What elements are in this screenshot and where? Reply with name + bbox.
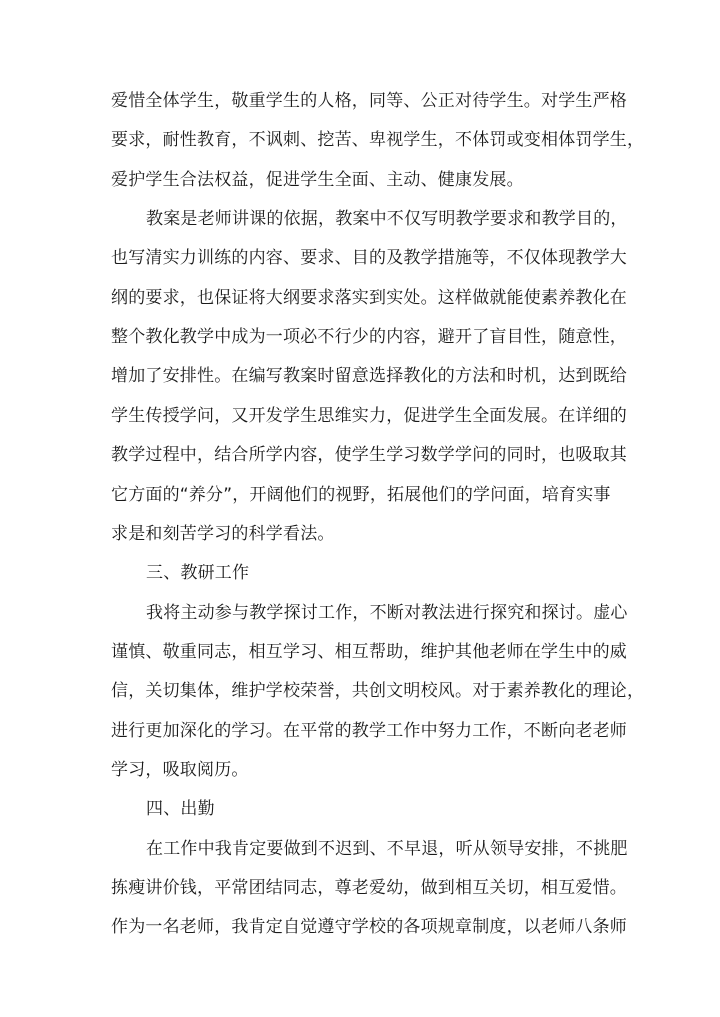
paragraph-line: 拣瘦讲价钱，平常团结同志，尊老爱幼，做到相互关切，相互爱惜。 xyxy=(111,878,627,898)
paragraph-line: 作为一名老师，我肯定自觉遵守学校的各项规章制度，以老师八条师 xyxy=(111,917,627,937)
paragraph-line: 教学过程中，结合所学内容，使学生学习数学学问的同时，也吸取其 xyxy=(111,445,627,465)
paragraph-line: 教案是老师讲课的依据，教案中不仅写明教学要求和教学目的， xyxy=(146,209,628,229)
paragraph-line: 也写清实力训练的内容、要求、目的及教学措施等，不仅体现教学大 xyxy=(111,248,627,268)
paragraph-line: 纲的要求，也保证将大纲要求落实到实处。这样做就能使素养教化在 xyxy=(111,288,627,308)
paragraph-line: 信，关切集体，维护学校荣誉，共创文明校风。对于素养教化的理论， xyxy=(111,681,645,701)
paragraph-line: 进行更加深化的学习。在平常的教学工作中努力工作，不断向老老师 xyxy=(111,721,627,741)
paragraph-line: 增加了安排性。在编写教案时留意选择教化的方法和时机，达到既给 xyxy=(111,366,627,386)
paragraph-line: 我将主动参与教学探讨工作，不断对教法进行探究和探讨。虚心 xyxy=(146,603,628,623)
paragraph-line: 学生传授学问，又开发学生思维实力，促进学生全面发展。在详细的 xyxy=(111,406,627,426)
paragraph-line: 在工作中我肯定要做到不迟到、不早退，听从领导安排，不挑肥 xyxy=(146,839,628,859)
paragraph-line: 爱惜全体学生，敬重学生的人格，同等、公正对待学生。对学生严格 xyxy=(111,91,627,111)
paragraph-line: 谨慎、敬重同志，相互学习、相互帮助，维护其他老师在学生中的威 xyxy=(111,642,627,662)
section-heading: 三、教研工作 xyxy=(146,563,250,583)
paragraph-line: 求是和刻苦学习的科学看法。 xyxy=(111,524,335,544)
section-heading: 四、出勤 xyxy=(146,799,215,819)
paragraph-line: 要求，耐性教育，不讽刺、挖苦、卑视学生，不体罚或变相体罚学生， xyxy=(111,130,645,150)
paragraph-line: 学习，吸取阅历。 xyxy=(111,760,249,780)
paragraph-line: 它方面的“养分”，开阔他们的视野，拓展他们的学问面，培育实事 xyxy=(111,485,611,505)
paragraph-line: 爱护学生合法权益，促进学生全面、主动、健康发展。 xyxy=(111,170,524,190)
paragraph-line: 整个教化教学中成为一项必不行少的内容，避开了盲目性，随意性， xyxy=(111,327,627,347)
